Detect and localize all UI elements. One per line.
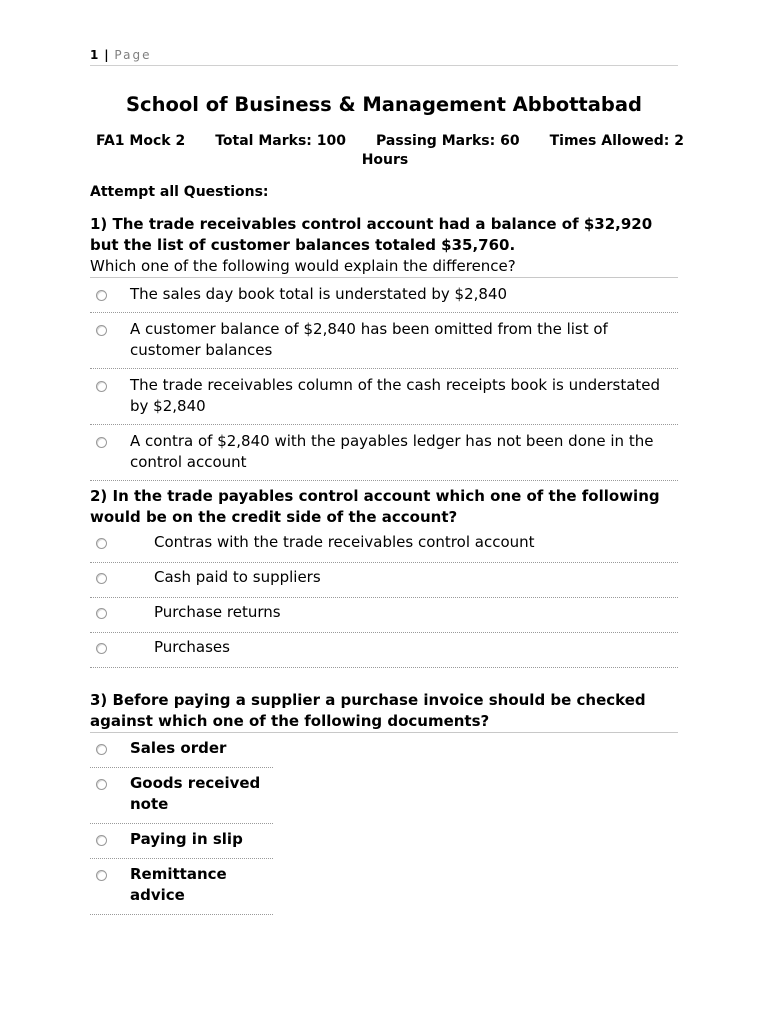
document-title: School of Business & Management Abbottabad xyxy=(126,93,642,116)
page-number: 1 xyxy=(90,48,99,62)
radio-button-icon[interactable] xyxy=(96,325,107,336)
option-list xyxy=(90,732,678,915)
radio-button-icon[interactable] xyxy=(96,835,107,846)
option-item[interactable] xyxy=(90,733,273,768)
question-2 xyxy=(90,486,678,668)
option-item[interactable] xyxy=(90,824,273,859)
exam-name: FA1 Mock 2 xyxy=(96,133,186,149)
question-3 xyxy=(90,690,678,915)
time-allowed-continued: Hours xyxy=(361,152,409,168)
page-header xyxy=(90,46,678,66)
radio-button-icon[interactable] xyxy=(96,779,107,790)
radio-button-icon[interactable] xyxy=(96,437,107,448)
radio-button-icon[interactable] xyxy=(96,573,107,584)
option-label: Cash paid to suppliers xyxy=(154,568,321,586)
exam-info xyxy=(96,132,684,170)
page-label: Page xyxy=(114,48,152,62)
option-item[interactable] xyxy=(90,859,273,915)
question-subtext: Which one of the following would explain the difference? xyxy=(90,257,516,275)
option-label: A customer balance of $2,840 has been omitted from the list of customer balances xyxy=(130,320,608,359)
radio-button-icon[interactable] xyxy=(96,290,107,301)
option-item[interactable] xyxy=(90,768,273,824)
option-label: Paying in slip xyxy=(130,830,243,848)
option-label: Remittance advice xyxy=(130,865,227,904)
time-allowed: Times Allowed: 2 xyxy=(549,133,684,149)
option-item[interactable] xyxy=(90,563,678,598)
radio-button-icon[interactable] xyxy=(96,643,107,654)
radio-button-icon[interactable] xyxy=(96,744,107,755)
page-separator: | xyxy=(104,48,109,62)
radio-button-icon[interactable] xyxy=(96,870,107,881)
option-item[interactable] xyxy=(90,369,678,425)
option-label: Purchases xyxy=(154,638,230,656)
option-label: Purchase returns xyxy=(154,603,281,621)
radio-button-icon[interactable] xyxy=(96,538,107,549)
radio-button-icon[interactable] xyxy=(96,608,107,619)
option-item[interactable] xyxy=(90,528,678,563)
option-label: The trade receivables column of the cash receipts book is understated by $2,840 xyxy=(130,376,661,415)
question-text: 1) The trade receivables control account had a balance of $32,920 but the list of customer balances totaled $35,760. xyxy=(90,215,653,254)
passing-marks: Passing Marks: 60 xyxy=(376,133,520,149)
option-item[interactable] xyxy=(90,425,678,481)
option-list xyxy=(90,528,678,668)
question-1 xyxy=(90,214,678,481)
option-item[interactable] xyxy=(90,313,678,369)
option-item[interactable] xyxy=(90,598,678,633)
option-label: Sales order xyxy=(130,739,227,757)
option-list xyxy=(90,277,678,481)
option-item[interactable] xyxy=(90,278,678,313)
option-label: The sales day book total is understated by $2,840 xyxy=(130,285,508,303)
question-text: 3) Before paying a supplier a purchase invoice should be checked against which one of the following documents? xyxy=(90,691,646,730)
total-marks: Total Marks: 100 xyxy=(215,133,346,149)
question-text: 2) In the trade payables control account which one of the following would be on the credit side of the account? xyxy=(90,487,660,526)
option-label: A contra of $2,840 with the payables ledger has not been done in the control account xyxy=(130,432,654,471)
option-label: Goods received note xyxy=(130,774,261,813)
option-label: Contras with the trade receivables control account xyxy=(154,533,535,551)
radio-button-icon[interactable] xyxy=(96,381,107,392)
instruction-text: Attempt all Questions: xyxy=(90,184,269,200)
option-item[interactable] xyxy=(90,633,678,668)
